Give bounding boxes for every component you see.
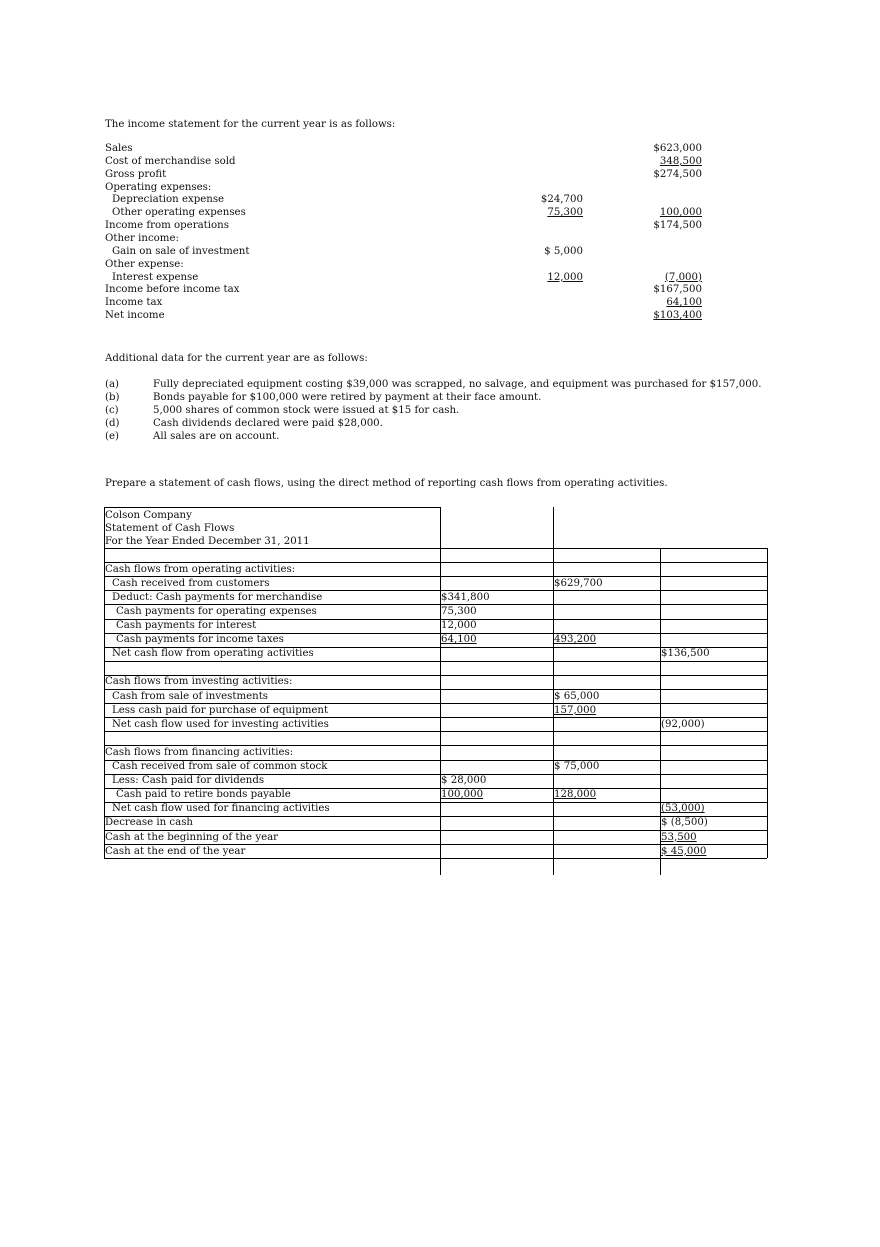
statement-header-line: For the Year Ended December 31, 2011 [105,535,310,547]
additional-data-heading: Additional data for the current year are as follows: [105,353,368,364]
income-amount-col2: $174,500 [653,220,702,232]
additional-item-key: (a) [105,379,120,390]
income-row-label: Other expense: [105,258,184,270]
income-row-label: Gross profit [105,168,167,180]
table-right-line [767,548,768,858]
additional-item-text: All sales are on account. [153,430,280,442]
cash-flow-amount-col3: $136,500 [661,648,710,660]
income-amount-col2: 100,000 [659,207,702,219]
cash-flow-row-label: Cash at the beginning of the year [105,831,279,843]
income-row-label: Gain on sale of investment [112,245,250,257]
income-amount-col1: $24,700 [540,194,583,206]
header-box-right-line [440,507,441,548]
income-row-label: Income from operations [105,220,229,232]
cash-flow-row-label: Cash payments for operating expenses [116,605,317,617]
income-amount-col2: $623,000 [653,143,702,154]
income-row-label: Interest expense [112,271,199,283]
cash-flow-row-label: Cash paid to retire bonds payable [116,789,291,801]
cash-flow-amount-col1: $ 28,000 [441,775,487,787]
cash-flow-amount-col2: 128,000 [554,789,597,801]
cash-flow-row-label: Deduct: Cash payments for merchandise [112,591,323,603]
income-row-label: Other income: [105,232,179,244]
cash-flow-row-label: Less: Cash paid for dividends [112,775,265,787]
cash-flow-row-label: Cash flows from financing activities: [105,746,294,758]
table-top-line [104,548,767,549]
income-amount-col2: 64,100 [666,297,702,309]
header-box-top-line [104,507,440,508]
additional-item-text: Bonds payable for $100,000 were retired by payment at their face amount. [153,391,542,403]
cash-flow-row-label: Cash flows from operating activities: [105,563,296,575]
additional-item-text: 5,000 shares of common stock were issued at $15 for cash. [153,404,460,416]
cash-flow-row-label: Cash flows from investing activities: [105,676,293,688]
cash-flow-row-label: Net cash flow used for financing activities [112,803,330,815]
cash-flow-amount-col3: $ (8,500) [661,817,708,829]
cash-flow-row-label: Cash at the end of the year [105,845,246,857]
cash-flow-amount-col1: 12,000 [441,620,477,631]
cash-flow-row-label: Net cash flow from operating activities [112,648,314,660]
cash-flow-row-label: Net cash flow used for investing activities [112,718,329,730]
row-line [104,661,767,662]
income-amount-col1: $ 5,000 [544,245,583,257]
cash-flow-row-label: Cash received from customers [112,577,270,589]
additional-item-text: Fully depreciated equipment costing $39,000 was scrapped, no salvage, and equipment was purchased for $157,000. [153,379,762,390]
cash-flow-amount-col2: $629,700 [554,577,603,589]
cash-flow-row-label: Cash received from sale of common stock [112,761,328,772]
row-line [104,858,767,859]
cash-flow-amount-col1: 64,100 [441,634,477,646]
additional-item-key: (e) [105,430,119,442]
income-row-label: Cost of merchandise sold [105,155,236,167]
intro-text: The income statement for the current year is as follows: [105,119,396,130]
additional-item-key: (c) [105,404,119,416]
cash-flow-amount-col3: $ 45,000 [661,845,707,857]
cash-flow-amount-col2: 493,200 [554,634,597,646]
statement-header-line: Colson Company [105,510,192,521]
additional-item-key: (d) [105,417,120,429]
income-row-label: Operating expenses: [105,181,212,193]
table-left-line [104,548,105,858]
cash-flow-amount-col3: 53,500 [661,831,697,843]
cash-flow-amount-col1: 100,000 [441,789,484,801]
cash-flow-row-label: Cash from sale of investments [112,690,269,702]
income-amount-col2: 348,500 [659,155,702,167]
instruction-text: Prepare a statement of cash flows, using the direct method of reporting cash flows from operating activities. [105,478,668,489]
income-amount-col1: 75,300 [547,207,583,219]
income-amount-col2: $167,500 [653,284,702,296]
income-row-label: Other operating expenses [112,207,246,219]
income-row-label: Net income [105,310,165,322]
cash-flow-row-label: Less cash paid for purchase of equipment [112,704,329,716]
row-line [104,731,767,732]
income-amount-col2: (7,000) [664,271,702,283]
income-amount-col2: $274,500 [653,168,702,180]
cash-flow-amount-col2: $ 75,000 [554,761,600,772]
income-amount-col2: $103,400 [653,310,702,322]
cash-flow-row-label: Decrease in cash [105,817,193,829]
income-row-label: Income before income tax [105,284,240,296]
cash-flow-amount-col2: 157,000 [554,704,597,716]
income-row-label: Sales [105,143,133,154]
additional-item-text: Cash dividends declared were paid $28,000. [153,417,383,429]
cash-flow-row-label: Cash payments for income taxes [116,634,284,646]
income-row-label: Income tax [105,297,163,309]
cash-flow-amount-col3: (92,000) [661,718,705,730]
cash-flow-amount-col1: $341,800 [441,591,490,603]
cash-flow-row-label: Cash payments for interest [116,620,257,631]
cash-flow-amount-col2: $ 65,000 [554,690,600,702]
statement-header-line: Statement of Cash Flows [105,522,235,534]
income-row-label: Depreciation expense [112,194,225,206]
cash-flow-amount-col1: 75,300 [441,605,477,617]
cash-flow-amount-col3: (53,000) [661,803,705,815]
income-amount-col1: 12,000 [547,271,583,283]
additional-item-key: (b) [105,391,120,403]
